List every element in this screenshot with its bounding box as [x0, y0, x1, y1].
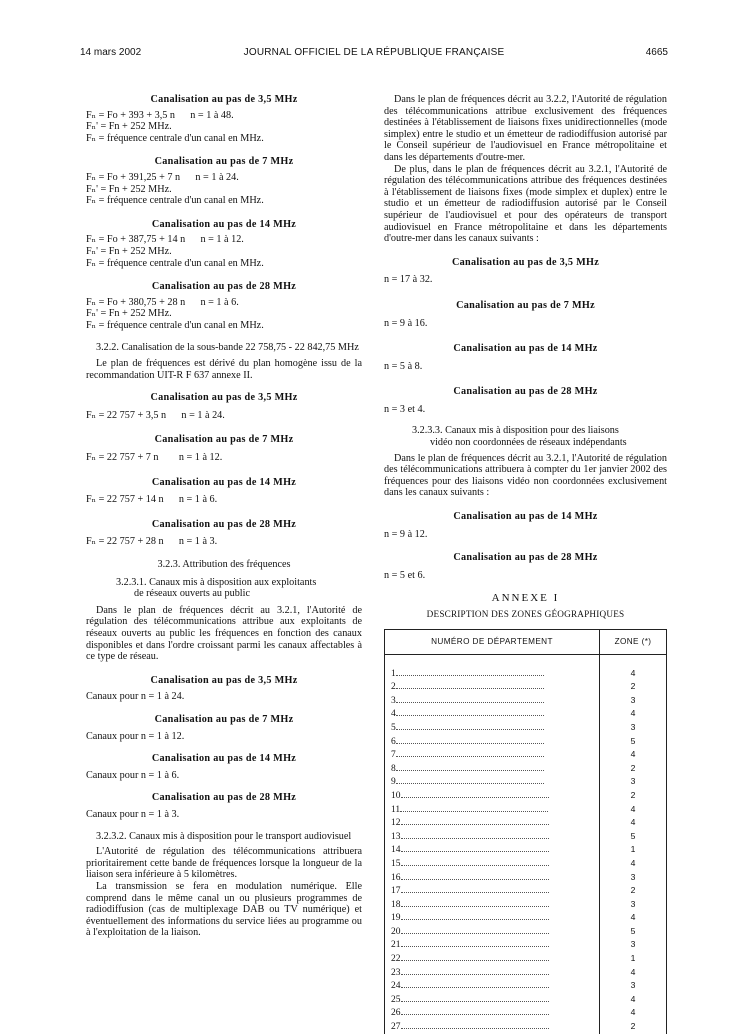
paragraph: L'Autorité de régulation des télécommunications attribuera prioritairement cette bande de fréquences lorsque la longueur de la liaison sera inférieure à 5 kilomètres.	[86, 846, 362, 881]
formula-line: Fₙ = fréquence centrale d'un canal en MHz.	[86, 257, 264, 269]
header-page-number: 4665	[645, 47, 668, 58]
department-number: 23	[391, 967, 401, 978]
dot-leader	[401, 830, 549, 839]
section-heading: Canalisation au pas de 28 MHz	[453, 386, 598, 398]
table-row	[385, 952, 667, 966]
table-row	[385, 789, 667, 803]
section-heading: Canalisation au pas de 7 MHz	[154, 434, 294, 446]
channel-line: Canaux pour n = 1 à 12.	[86, 730, 185, 742]
zone-value: 4	[600, 1006, 667, 1020]
paragraph: De plus, dans le plan de fréquences décrit au 3.2.1, l'Autorité de régulation des télécommunications attribue des fréquences destinées à l'établissement de liaisons fixes (mode simplex et duplex) entre le studio et un émetteur de radiodiffusion autorisé par le Conseil supérieur de l'audiovisuel et pour des opérateurs de transport audiovisuel en France métropolitaine et dans les départements d'outre-mer dans les canaux suivants :	[384, 163, 667, 245]
header-date: 14 mars 2002	[80, 47, 142, 58]
table-row	[385, 803, 667, 817]
zone-value: 1	[600, 952, 667, 966]
department-number: 14	[391, 845, 401, 856]
table-row	[385, 898, 667, 912]
paragraph: Le plan de fréquences est dérivé du plan homogène issu de la recommandation UIT-R F 637 annexe II.	[86, 358, 362, 381]
dot-leader	[401, 871, 549, 880]
formula-line: Fₙ = fréquence centrale d'un canal en MHz.	[86, 195, 264, 207]
zone-value: 2	[600, 884, 667, 898]
section-heading: Canalisation au pas de 14 MHz	[151, 476, 297, 488]
table-row	[385, 857, 667, 871]
paragraph: La transmission se fera en modulation numérique. Elle comprend dans le même canal un ou plusieurs programmes de radiodiffusion (cas de multiplexage DAB ou TV numérique) et éventuellement des informations du service liées au programme ou à l'exploitation de la liaison.	[86, 880, 362, 939]
department-number: 20	[391, 926, 401, 937]
table-row	[385, 871, 667, 885]
channel-line: n = 5 à 8.	[384, 360, 423, 372]
annex-subtitle: DESCRIPTION DES ZONES GÉOGRAPHIQUES	[426, 609, 625, 619]
dot-leader	[401, 843, 549, 852]
section-heading: Canalisation au pas de 28 MHz	[151, 792, 297, 804]
department-number: 8	[391, 763, 396, 774]
section-heading: Canalisation au pas de 14 MHz	[151, 218, 297, 230]
table-row	[385, 938, 667, 952]
section-heading: Canalisation au pas de 28 MHz	[151, 518, 297, 530]
formula-line: Fₙ' = Fn + 252 MHz.	[86, 183, 172, 195]
section-heading: Canalisation au pas de 3,5 MHz	[451, 256, 600, 268]
subsection-title: de réseaux ouverts au public	[134, 588, 250, 600]
table-row	[385, 775, 667, 789]
zone-value: 2	[600, 762, 667, 776]
dot-leader	[396, 707, 544, 716]
formula-line: Fₙ = 22 757 + 3,5 n n = 1 à 24.	[86, 409, 225, 421]
section-heading: Canalisation au pas de 14 MHz	[453, 343, 598, 355]
subsection-title: 3.2.3. Attribution des fréquences	[157, 559, 291, 571]
section-heading: Canalisation au pas de 3,5 MHz	[150, 392, 298, 404]
table-row	[385, 830, 667, 844]
subsection-title: 3.2.3.3. Canaux mis à disposition pour des liaisons	[412, 425, 619, 437]
table-row	[385, 1020, 667, 1034]
department-number: 10	[391, 790, 401, 801]
department-number: 15	[391, 858, 401, 869]
department-number: 6	[391, 736, 396, 747]
table-row	[385, 762, 667, 776]
channel-line: Canaux pour n = 1 à 3.	[86, 808, 180, 820]
channel-line: n = 9 à 16.	[384, 317, 428, 329]
zone-value: 4	[600, 803, 667, 817]
section-heading: Canalisation au pas de 7 MHz	[456, 299, 595, 311]
zone-value: 2	[600, 1020, 667, 1034]
department-number: 13	[391, 831, 401, 842]
formula-line: Fₙ = Fo + 380,75 + 28 n n = 1 à 6.	[86, 296, 239, 308]
subsection-title: vidéo non coordonnées de réseaux indépendants	[430, 437, 627, 449]
formula-line: Fₙ = 22 757 + 7 n n = 1 à 12.	[86, 452, 223, 464]
department-number: 11	[391, 804, 401, 815]
table-row	[385, 680, 667, 694]
paragraph: Dans le plan de fréquences décrit au 3.2.2, l'Autorité de régulation des télécommunications attribue exclusivement des fréquences destinées à l'établissement de liaisons fixes unidirectionnelles (mode simplex) entre le studio et un émetteur de radiodiffusion autorisé par le Conseil supérieur de l'audiovisuel en France métropolitaine et dans les départements d'outre-mer.	[384, 94, 667, 163]
table-row	[385, 735, 667, 749]
section-heading: Canalisation au pas de 3,5 MHz	[150, 674, 298, 686]
dot-leader	[396, 694, 544, 703]
dot-leader	[401, 966, 549, 975]
subsection-title: 3.2.3.2. Canaux mis à disposition pour le transport audiovisuel	[96, 830, 352, 842]
table-row	[385, 843, 667, 857]
dot-leader	[396, 680, 544, 689]
channel-line: Canaux pour n = 1 à 6.	[86, 769, 180, 781]
section-heading: Canalisation au pas de 28 MHz	[453, 552, 598, 564]
section-heading: Canalisation au pas de 14 MHz	[151, 753, 297, 765]
dot-leader	[401, 952, 549, 961]
department-number: 26	[391, 1008, 401, 1019]
table-row	[385, 707, 667, 721]
header-title: JOURNAL OFFICIEL DE LA RÉPUBLIQUE FRANÇAISE	[243, 47, 505, 58]
table-row	[385, 979, 667, 993]
table-row	[385, 816, 667, 830]
department-number: 1	[391, 668, 396, 679]
dot-leader	[396, 775, 544, 784]
channel-line: Canaux pour n = 1 à 24.	[86, 691, 185, 703]
formula-line: Fₙ = fréquence centrale d'un canal en MHz.	[86, 319, 264, 331]
page-header	[0, 47, 748, 61]
dot-leader	[396, 735, 544, 744]
channel-line: n = 5 et 6.	[384, 569, 426, 581]
formula-line: Fₙ = fréquence centrale d'un canal en MHz.	[86, 132, 264, 144]
section-heading: Canalisation au pas de 14 MHz	[453, 511, 598, 523]
dot-leader	[401, 911, 549, 920]
table-row	[385, 654, 667, 680]
dot-leader	[401, 979, 549, 988]
table-row	[385, 966, 667, 980]
subsection-title: 3.2.3.1. Canaux mis à disposition aux exploitants	[116, 576, 317, 588]
zone-value: 5	[600, 925, 667, 939]
column-header-department: NUMÉRO DE DÉPARTEMENT	[385, 629, 600, 654]
zone-value: 4	[600, 707, 667, 721]
zone-value: 4	[600, 911, 667, 925]
zone-value: 3	[600, 721, 667, 735]
formula-line: Fₙ' = Fn + 252 MHz.	[86, 308, 172, 320]
subsection-title: 3.2.2. Canalisation de la sous-bande 22 758,75 - 22 842,75 MHz	[96, 341, 359, 353]
dot-leader	[401, 993, 549, 1002]
table-row	[385, 1006, 667, 1020]
formula-line: Fₙ = Fo + 387,75 + 14 n n = 1 à 12.	[86, 234, 244, 246]
zone-value: 4	[600, 966, 667, 980]
zone-value: 3	[600, 898, 667, 912]
dot-leader	[401, 1020, 549, 1029]
department-number: 16	[391, 872, 401, 883]
department-number: 2	[391, 682, 396, 693]
dot-leader	[396, 762, 544, 771]
department-number: 7	[391, 750, 396, 761]
zone-table-body	[385, 654, 667, 1034]
dot-leader	[401, 898, 549, 907]
table-row	[385, 993, 667, 1007]
column-header-zone: ZONE (*)	[600, 629, 667, 654]
department-number: 18	[391, 899, 401, 910]
zone-value: 4	[600, 857, 667, 871]
zone-value: 4	[600, 654, 667, 680]
department-number: 25	[391, 994, 401, 1005]
dot-leader	[401, 816, 549, 825]
zone-value: 3	[600, 871, 667, 885]
zone-value: 3	[600, 979, 667, 993]
right-column	[384, 94, 667, 1034]
channel-line: n = 17 à 32.	[384, 274, 433, 286]
table-row	[385, 721, 667, 735]
zone-value: 4	[600, 816, 667, 830]
department-number: 3	[391, 695, 396, 706]
department-number: 9	[391, 777, 396, 788]
department-number: 17	[391, 886, 401, 897]
zone-value: 2	[600, 789, 667, 803]
section-heading: Canalisation au pas de 7 MHz	[154, 156, 294, 168]
dot-leader	[401, 789, 549, 798]
zone-value: 4	[600, 748, 667, 762]
zone-table	[384, 629, 667, 1034]
department-number: 19	[391, 913, 401, 924]
dot-leader	[401, 938, 549, 947]
dot-leader	[401, 925, 549, 934]
zone-value: 5	[600, 830, 667, 844]
zone-value: 5	[600, 735, 667, 749]
department-number: 5	[391, 722, 396, 733]
formula-line: Fₙ = Fo + 391,25 + 7 n n = 1 à 24.	[86, 171, 239, 183]
section-heading: Canalisation au pas de 28 MHz	[151, 281, 297, 293]
zone-value: 4	[600, 993, 667, 1007]
annex-title: ANNEXE I	[491, 592, 560, 605]
table-row	[385, 925, 667, 939]
formula-line: Fₙ = 22 757 + 28 n n = 1 à 3.	[86, 536, 218, 548]
section-heading: Canalisation au pas de 7 MHz	[154, 713, 294, 725]
table-row	[385, 694, 667, 708]
dot-leader	[396, 748, 544, 757]
zone-value: 1	[600, 843, 667, 857]
zone-value: 3	[600, 938, 667, 952]
table-row	[385, 748, 667, 762]
department-number: 21	[391, 940, 401, 951]
department-number: 4	[391, 709, 396, 720]
formula-line: Fₙ' = Fn + 252 MHz.	[86, 245, 172, 257]
formula-line: Fₙ = Fo + 393 + 3,5 n n = 1 à 48.	[86, 109, 234, 121]
section-heading: Canalisation au pas de 3,5 MHz	[150, 94, 298, 105]
dot-leader	[401, 1006, 549, 1015]
paragraph: Dans le plan de fréquences décrit au 3.2.1, l'Autorité de régulation des télécommunications attribue aux exploitants de réseaux ouverts au public les fréquences en fonction des canaux disponibles et dans l'ordre croissant parmi les canaux affectables à ce type de réseau.	[86, 604, 362, 663]
channel-line: n = 9 à 12.	[384, 528, 428, 540]
dot-leader	[401, 857, 549, 866]
dot-leader	[396, 667, 544, 676]
channel-line: n = 3 et 4.	[384, 403, 426, 415]
dot-leader	[401, 884, 549, 893]
department-number: 24	[391, 981, 401, 992]
formula-line: Fₙ = 22 757 + 14 n n = 1 à 6.	[86, 494, 218, 506]
department-number: 12	[391, 818, 401, 829]
zone-value: 2	[600, 680, 667, 694]
table-row	[385, 884, 667, 898]
table-row	[385, 911, 667, 925]
department-number: 22	[391, 954, 401, 965]
zone-value: 3	[600, 775, 667, 789]
left-column	[86, 94, 362, 939]
dot-leader	[400, 803, 548, 812]
dot-leader	[396, 721, 544, 730]
zone-value: 3	[600, 694, 667, 708]
department-number: 27	[391, 1022, 401, 1033]
formula-line: Fₙ' = Fn + 252 MHz.	[86, 121, 172, 133]
paragraph: Dans le plan de fréquences décrit au 3.2.1, l'Autorité de régulation des télécommunications attribuera à compter du 1er janvier 2002 des fréquences pour des liaisons vidéo non coordonnées exclusivement dans les canaux suivants :	[384, 452, 667, 499]
